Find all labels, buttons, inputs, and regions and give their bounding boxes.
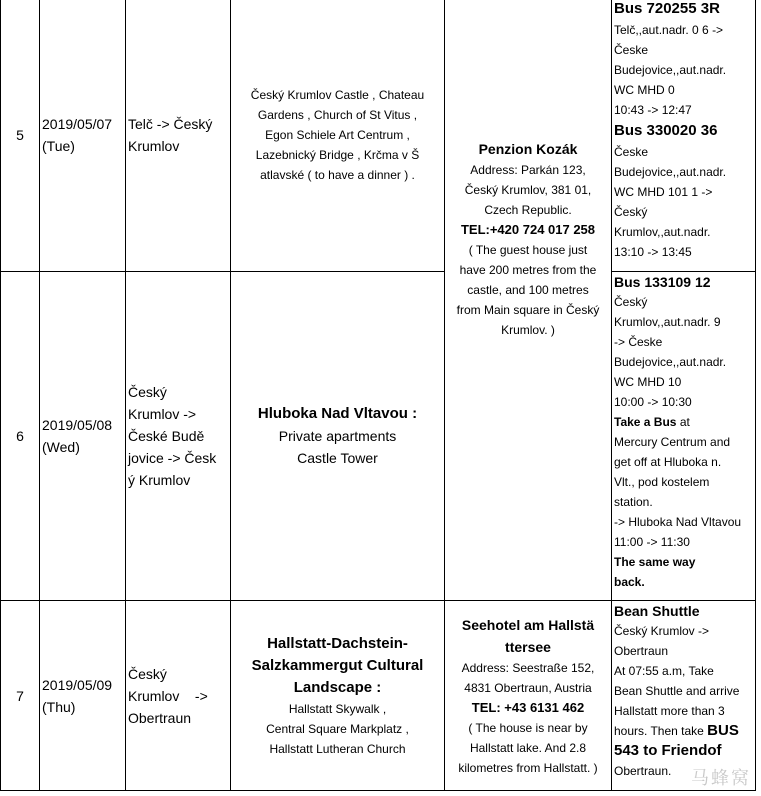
date-text: 2019/05/09 [42,676,113,693]
transport-line: Bean Shuttle and arrive [614,684,740,698]
sight-line: Private apartments [278,428,397,444]
sight-line: Lazebnický Bridge , Krčma v Š [255,147,420,162]
hotel-name: Seehotel am Hallstä [461,616,595,633]
hotel-address-line: 4831 Obertraun, Austria [464,680,592,695]
bus-number: 543 to Friendof [614,742,722,759]
transport-line: Budejovice,,aut.nadr. [614,355,727,369]
transport-line: Krumlov,,aut.nadr. 9 [614,315,721,329]
sight-heading: Landscape : [293,678,382,696]
bus-route-heading: Bus 330020 36 [614,122,718,139]
route-line: ý Krumlov [128,472,191,488]
date-cell [40,0,126,272]
weekday-text: (Tue) [42,137,75,154]
hotel-tel: TEL:+420 724 017 258 [460,222,596,237]
route-cell [126,272,231,601]
sight-heading: Salzkammergut Cultural [251,656,424,674]
transport-line: Telč,,aut.nadr. 0 6 -> [614,23,724,37]
hotel-note-line: kilometres from Hallstatt. ) [458,760,598,775]
transport-cell [612,601,756,791]
hotel-tel: TEL: +43 6131 462 [471,699,585,715]
transport-line: station. [614,495,653,509]
sight-line: Castle Tower [297,450,378,466]
day-number: 7 [1,601,40,791]
transport-line: Krumlov,,aut.nadr. [614,225,711,239]
transport-cell [612,0,756,272]
hotel-address-line: Address: Parkán 123, [470,163,586,177]
route-line: Český [128,384,167,400]
sights-cell [231,272,445,601]
transport-line: Český [614,205,648,219]
sight-line: Egon Schiele Art Centrum , [265,127,410,142]
hotel-note-line: from Main square in Český [456,303,600,317]
sight-line: Český Krumlov Castle , Chateau [250,87,425,102]
hotel-address-line: Czech Republic. [484,203,572,217]
transport-line: At 07:55 a.m, Take [614,664,714,678]
hotel-note-line: ( The guest house just [468,243,588,257]
hotel-cell-shared [445,0,612,601]
transport-line [614,721,753,741]
transport-line: get off at Hluboka n. [614,455,722,469]
transport-line: Český [614,295,648,309]
route-line: Krumlov -> [128,406,197,422]
shuttle-heading: Bean Shuttle [614,603,700,619]
date-cell [40,272,126,601]
date-text: 2019/05/08 [42,417,113,433]
transport-line: -> Hluboka Nad Vltavou [614,515,742,529]
transport-cell [612,272,756,601]
same-way-line: The same way [614,555,696,569]
sight-heading: Hluboka Nad Vltavou : [257,405,418,422]
hotel-note-line: have 200 metres from the [459,263,597,277]
sight-heading: Hallstatt-Dachstein- [267,634,408,652]
transport-line: WC MHD 0 [614,83,675,97]
hotel-address-line: Address: Seestraße 152, [461,660,595,675]
table-row-day-7 [1,601,756,791]
sight-line: atlavské ( to have a dinner ) . [260,167,415,182]
table-row-day-5 [1,0,756,272]
take-bus-line [614,412,753,432]
hotel-name: ttersee [505,638,551,655]
transport-line: Obertraun. [614,764,672,778]
take-bus-rest: at [676,415,690,429]
route-text: Telč -> Český Krumlov [128,115,213,154]
day-number: 6 [1,272,40,601]
hotel-address-line: Český Krumlov, 381 01, [464,183,592,197]
sights-cell [231,0,445,272]
bus-label: BUS [707,722,739,739]
transport-line: 13:10 -> 13:45 [614,245,692,259]
transport-line: 10:43 -> 12:47 [614,103,692,117]
route-line: Krumlov -> [128,687,208,704]
route-line: Český [128,665,167,682]
route-line: Obertraun [128,709,192,726]
transport-line: Mercury Centrum and [614,435,731,449]
route-cell [126,0,231,272]
watermark: 马蜂窝 [691,768,751,789]
transport-line: -> Česke [614,335,663,349]
hotel-note-line: castle, and 100 metres [467,283,589,297]
route-line: jovice -> Česk [128,450,217,466]
route-line: České Budě [128,428,205,444]
date-text: 2019/05/07 [42,115,113,132]
sight-line: Gardens , Church of St Vitus , [257,107,418,122]
hotel-note-line: Hallstatt lake. And 2.8 [469,740,587,755]
bus-route-heading: Bus 720255 3R [614,0,720,17]
transport-line [614,741,753,761]
sight-line: Central Square Markplatz , [266,721,409,736]
table-row-day-6 [1,272,756,601]
sight-line: Hallstatt Lutheran Church [269,741,406,756]
transport-line: 10:00 -> 10:30 [614,395,692,409]
transport-line-text: hours. Then take [614,724,708,738]
hotel-note-line: ( The house is near by [468,720,588,735]
sight-line: Hallstatt Skywalk , [288,701,387,716]
transport-line: Obertraun [614,644,669,658]
date-cell [40,601,126,791]
hotel-cell [445,601,612,791]
same-way-line: back. [614,575,645,589]
transport-line: Budejovice,,aut.nadr. [614,165,727,179]
day-number: 5 [1,0,40,272]
sights-cell [231,601,445,791]
transport-line: Hallstatt more than 3 [614,704,725,718]
hotel-note-line: Krumlov. ) [501,323,555,337]
bus-route-heading: Bus 133109 12 [614,274,711,290]
transport-line: Vlt., pod kostelem [614,475,710,489]
transport-line: Česke [614,43,649,57]
transport-line: 11:00 -> 11:30 [614,535,690,549]
take-bus-label: Take a Bus [614,415,677,429]
transport-line: Budejovice,,aut.nadr. [614,63,727,77]
transport-line: WC MHD 101 1 -> [614,185,713,199]
transport-line: WC MHD 10 [614,375,682,389]
transport-line: Česke [614,145,649,159]
transport-line: Český Krumlov -> [614,624,710,638]
route-cell [126,601,231,791]
hotel-name: Penzion Kozák [478,141,578,157]
weekday-text: (Thu) [42,698,76,715]
weekday-text: (Wed) [42,439,80,455]
